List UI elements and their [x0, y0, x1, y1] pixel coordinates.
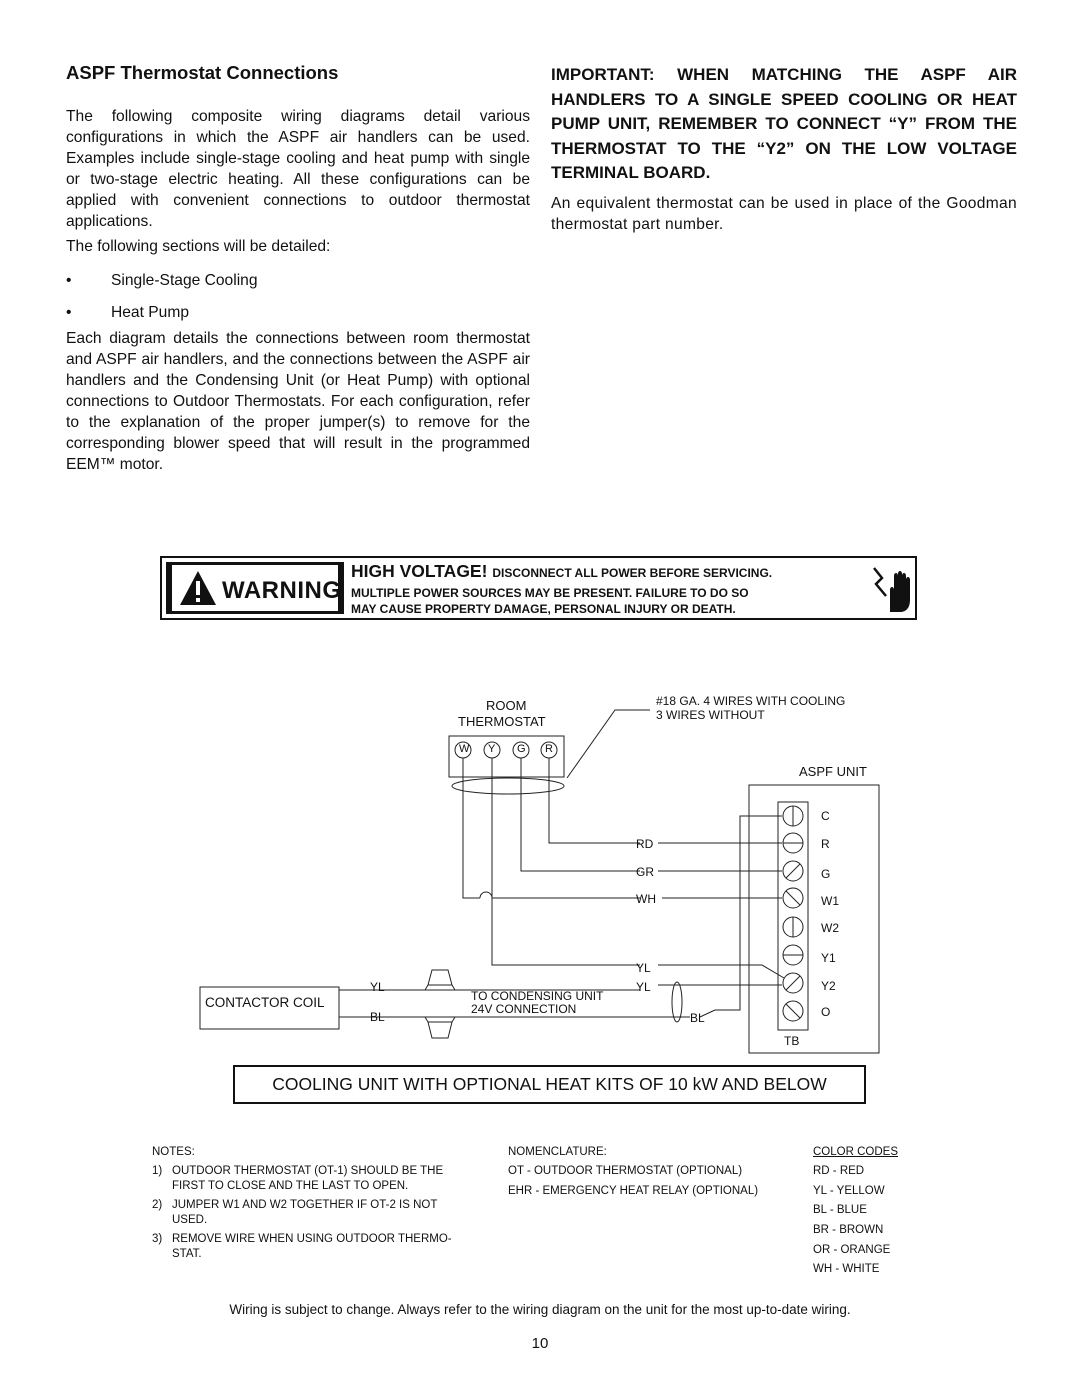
- details-paragraph: Each diagram details the connections between room thermostat and ASPF air handlers, and the connections between the ASPF air handlers and the Condensing Unit (or Heat Pump) with optional connections to Outdoor Thermostats. For each configuration, refer to the explanation of the proper jumper(s) to remove for the corresponding blower speed that will result in the programmed EEM™ motor.: [66, 330, 530, 473]
- note-line: JUMPER W1 AND W2 TOGETHER IF OT-2 IS NOT: [172, 1199, 438, 1211]
- sections-intro: The following sections will be detailed:: [66, 238, 331, 255]
- important-notice: IMPORTANT: WHEN MATCHING THE ASPF AIR HANDLERS TO A SINGLE SPEED COOLING OR HEAT PUMP UNIT, REMEMBER TO CONNECT “Y” FROM THE THERMOSTAT TO THE “Y2” ON THE LOW VOLTAGE TERMINAL BOARD.: [551, 65, 1017, 182]
- equivalent-note: An equivalent thermostat can be used in place of the Goodman thermostat part number.: [551, 195, 1017, 233]
- electric-shock-hand-icon: [868, 562, 914, 614]
- page-number: 10: [531, 1335, 549, 1352]
- wire-wh-crossover: [480, 892, 492, 898]
- note-number: 3): [152, 1233, 163, 1245]
- wire-label-yl-2: YL: [636, 980, 651, 994]
- high-voltage-line: [351, 561, 772, 582]
- note-line: OUTDOOR THERMOSTAT (OT-1) SHOULD BE THE: [172, 1165, 444, 1177]
- list-item: [152, 1232, 497, 1262]
- wire-label-wh: WH: [636, 892, 656, 906]
- high-voltage-label: HIGH VOLTAGE!: [351, 561, 488, 581]
- wire-label-bl: BL: [690, 1011, 705, 1025]
- coil-label-bl: BL: [370, 1010, 385, 1024]
- tb-label-g: G: [821, 867, 831, 881]
- wire-connectors: [425, 970, 455, 1038]
- color-code-item: RD - RED: [813, 1165, 865, 1177]
- wires-pointer: [567, 710, 650, 778]
- color-code-item: BL - BLUE: [813, 1204, 867, 1216]
- note-line: FIRST TO CLOSE AND THE LAST TO OPEN.: [172, 1180, 409, 1192]
- note-line: STAT.: [172, 1248, 202, 1260]
- tb-label-w2: W2: [821, 921, 839, 935]
- warning-label: WARNING: [222, 577, 342, 604]
- tb-label-o: O: [821, 1005, 831, 1019]
- note-number: 1): [152, 1165, 163, 1177]
- note-number: 2): [152, 1199, 163, 1211]
- condensing-unit-label: TO CONDENSING UNIT: [471, 989, 604, 1003]
- warning-triangle-icon: [178, 569, 218, 607]
- wires-note-1: #18 GA. 4 WIRES WITH COOLING: [656, 694, 846, 708]
- contactor-coil-label: CONTACTOR COIL: [205, 995, 325, 1010]
- tb-label-y2: Y2: [821, 979, 836, 993]
- list-item: • Heat Pump: [66, 304, 190, 321]
- color-code-item: YL - YELLOW: [813, 1185, 885, 1197]
- tb-label-y1: Y1: [821, 951, 836, 965]
- wire-label-gr: GR: [636, 865, 654, 879]
- note-line: REMOVE WIRE WHEN USING OUTDOOR THERMO-: [172, 1233, 452, 1245]
- wire-label-rd: RD: [636, 837, 654, 851]
- warning-line-3: MAY CAUSE PROPERTY DAMAGE, PERSONAL INJURY OR DEATH.: [351, 602, 736, 616]
- wire-bundle: [452, 778, 564, 794]
- footer-note: Wiring is subject to change. Always refer to the wiring diagram on the unit for the most up-to-date wiring.: [229, 1302, 851, 1317]
- section-item-label: Heat Pump: [111, 304, 190, 321]
- list-item: [152, 1164, 497, 1194]
- notes-list: [152, 1164, 497, 1262]
- color-code-item: WH - WHITE: [813, 1263, 880, 1275]
- color-code-item: OR - ORANGE: [813, 1244, 891, 1256]
- list-item: • Single-Stage Cooling: [66, 272, 258, 289]
- page-title: ASPF Thermostat Connections: [66, 62, 339, 83]
- tb-label: TB: [784, 1034, 800, 1048]
- terminal-screws: [783, 806, 803, 1021]
- tb-label-c: C: [821, 809, 830, 823]
- color-codes-title: COLOR CODES: [813, 1146, 898, 1158]
- aspf-unit-label: ASPF UNIT: [799, 764, 867, 779]
- connection-24v-label: 24V CONNECTION: [471, 1002, 577, 1016]
- coil-label-yl: YL: [370, 980, 385, 994]
- warning-line-2: MULTIPLE POWER SOURCES MAY BE PRESENT. FAILURE TO DO SO: [351, 586, 749, 600]
- section-item-label: Single-Stage Cooling: [111, 272, 258, 289]
- terminal-w-label: W: [459, 743, 470, 755]
- terminal-y-label: Y: [488, 743, 496, 755]
- tb-label-r: R: [821, 837, 830, 851]
- wire-yl: [492, 758, 640, 965]
- terminal-r-label: R: [545, 743, 553, 755]
- tb-label-w1: W1: [821, 894, 839, 908]
- terminal-board: [778, 802, 808, 1030]
- terminal-g-label: G: [517, 743, 526, 755]
- warning-box: [160, 556, 917, 620]
- nomenclature-title: NOMENCLATURE:: [508, 1146, 607, 1158]
- wire-rd: [549, 758, 640, 843]
- note-line: USED.: [172, 1214, 208, 1226]
- thermostat-label: THERMOSTAT: [458, 714, 546, 729]
- aspf-unit-box: [749, 785, 879, 1053]
- nomenclature-item: EHR - EMERGENCY HEAT RELAY (OPTIONAL): [508, 1185, 759, 1197]
- wire-label-yl: YL: [636, 961, 651, 975]
- intro-paragraph: The following composite wiring diagrams detail various configurations in which the ASPF air handlers can be used. Examples include single-stage cooling and heat pump with single or two-stage electric heating. All these configurations can be applied with convenient connections to outdoor thermostat applications.: [66, 108, 530, 230]
- wire-gr: [521, 758, 640, 871]
- wires-note-2: 3 WIRES WITHOUT: [656, 708, 765, 722]
- warning-line-1: DISCONNECT ALL POWER BEFORE SERVICING.: [492, 566, 773, 580]
- color-code-item: BR - BROWN: [813, 1224, 884, 1236]
- nomenclature-item: OT - OUTDOOR THERMOSTAT (OPTIONAL): [508, 1165, 743, 1177]
- notes-title: NOTES:: [152, 1146, 195, 1158]
- list-item: [152, 1198, 497, 1228]
- room-label: ROOM: [486, 698, 527, 713]
- diagram-caption: COOLING UNIT WITH OPTIONAL HEAT KITS OF 10 kW AND BELOW: [233, 1065, 866, 1104]
